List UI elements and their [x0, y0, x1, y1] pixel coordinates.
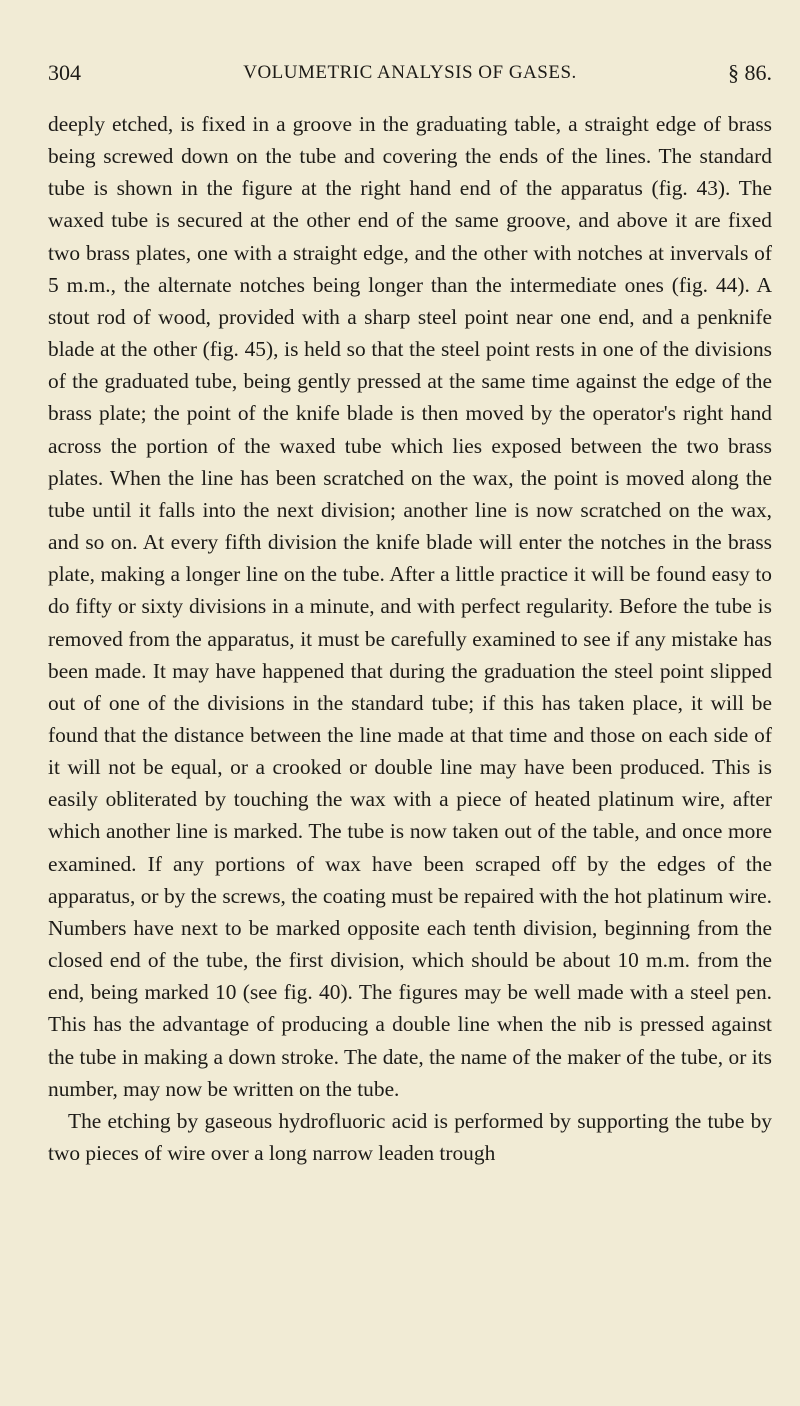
running-head	[48, 56, 772, 90]
running-title: VOLUMETRIC ANALYSIS OF GASES.	[243, 62, 577, 83]
section-number: § 86.	[728, 60, 772, 85]
page-number: 304	[48, 60, 81, 85]
paragraph-etching: The etching by gaseous hydrofluoric acid is performed by supporting the tube by two pieces of wire over a long narrow leaden trough	[48, 1108, 772, 1165]
body-text	[48, 108, 772, 1169]
paragraph-continued: deeply etched, is fixed in a groove in the graduating table, a straight edge of brass being screwed down on the tube and covering the ends of the lines. The standard tube is shown in the figure at the right hand end of the apparatus (fig. 43). The waxed tube is secured at the other end of the same groove, and above it are fixed two brass plates, one with a straight edge, and the other with notches at invervals of 5 m.m., the alternate notches being longer than the intermediate ones (fig. 44). A stout rod of wood, provided with a sharp steel point near one end, and a penknife blade at the other (fig. 45), is held so that the steel point rests in one of the divisions of the graduated tube, being gently pressed at the same time against the edge of the brass plate; the point of the knife blade is then moved by the operator's right hand across the portion of the waxed tube which lies exposed between the two brass plates. When the line has been scratched on the wax, the point is moved along the tube until it falls into the next division; another line is now scratched on the wax, and so on. At every fifth division the knife blade will enter the notches in the brass plate, making a longer line on the tube. After a little practice it will be found easy to do fifty or sixty divisions in a minute, and with perfect regularity. Before the tube is removed from the apparatus, it must be carefully examined to see if any mistake has been made. It may have happened that during the graduation the steel point slipped out of one of the divisions in the standard tube; if this has taken place, it will be found that the distance between the line made at that time and those on each side of it will not be equal, or a crooked or double line may have been produced. This is easily obliterated by touching the wax with a piece of heated platinum wire, after which another line is marked. The tube is now taken out of the table, and once more examined. If any portions of wax have been scraped off by the edges of the apparatus, or by the screws, the coating must be repaired with the hot platinum wire. Numbers have next to be marked opposite each tenth division, beginning from the closed end of the tube, the first division, which should be about 10 m.m. from the end, being marked 10 (see fig. 40). The figures may be well made with a steel pen. This has the advantage of producing a double line when the nib is pressed against the tube in making a down stroke. The date, the name of the maker of the tube, or its number, may now be written on the tube.	[48, 112, 772, 1101]
